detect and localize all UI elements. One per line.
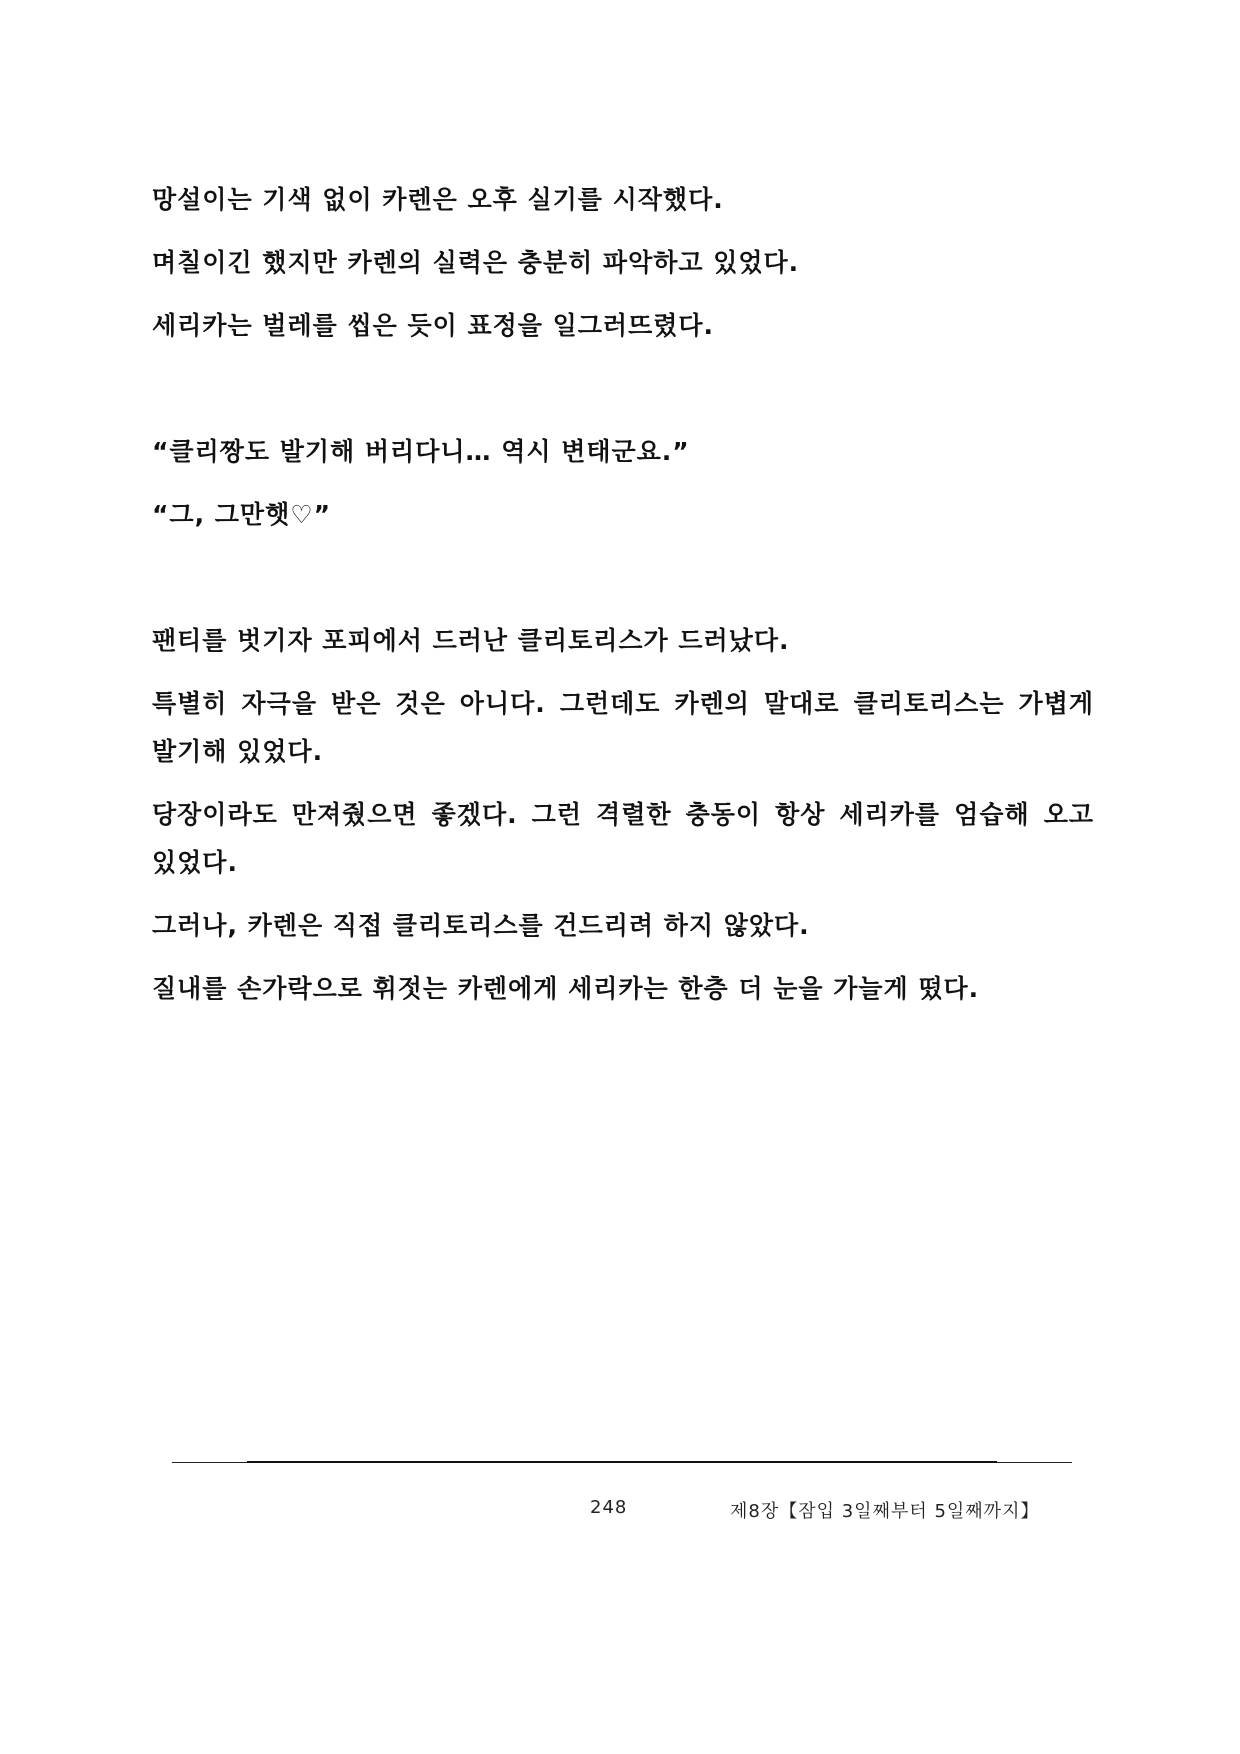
footer-rule bbox=[172, 1462, 1072, 1463]
paragraph-6: 당장이라도 만져줬으면 좋겠다. 그런 격렬한 충동이 항상 세리카를 엄습해 오고 있었다. bbox=[152, 800, 1094, 877]
footer-rule-thick bbox=[247, 1461, 997, 1463]
blank-line bbox=[152, 554, 1094, 617]
body-text bbox=[152, 176, 1094, 1028]
paragraph-2: 며칠이긴 했지만 카렌의 실력은 충분히 파악하고 있었다. bbox=[152, 248, 800, 277]
paragraph-5: 특별히 자극을 받은 것은 아니다. 그런데도 카렌의 말대로 클리토리스는 가볍게 발기해 있었다. bbox=[152, 689, 1094, 766]
paragraph-1: 망설이는 기색 없이 카렌은 오후 실기를 시작했다. bbox=[152, 185, 724, 214]
blank-line bbox=[152, 365, 1094, 428]
paragraph-3: 세리카는 벌레를 씹은 듯이 표정을 일그러뜨렸다. bbox=[152, 311, 715, 340]
paragraph-4: 팬티를 벗기자 포피에서 드러난 클리토리스가 드러났다. bbox=[152, 626, 790, 655]
chapter-title: 제8장【잠입 3일째부터 5일째까지】 bbox=[730, 1501, 1040, 1522]
paragraph-7: 그러나, 카렌은 직접 클리토리스를 건드리려 하지 않았다. bbox=[152, 911, 810, 940]
paragraph-8: 질내를 손가락으로 휘젓는 카렌에게 세리카는 한층 더 눈을 가늘게 떴다. bbox=[152, 974, 980, 1003]
dialogue-1: “클리짱도 발기해 버리다니… 역시 변태군요.” bbox=[152, 437, 690, 466]
page-number: 248 bbox=[590, 1497, 628, 1518]
dialogue-2: “그, 그만햇♡” bbox=[152, 500, 332, 529]
